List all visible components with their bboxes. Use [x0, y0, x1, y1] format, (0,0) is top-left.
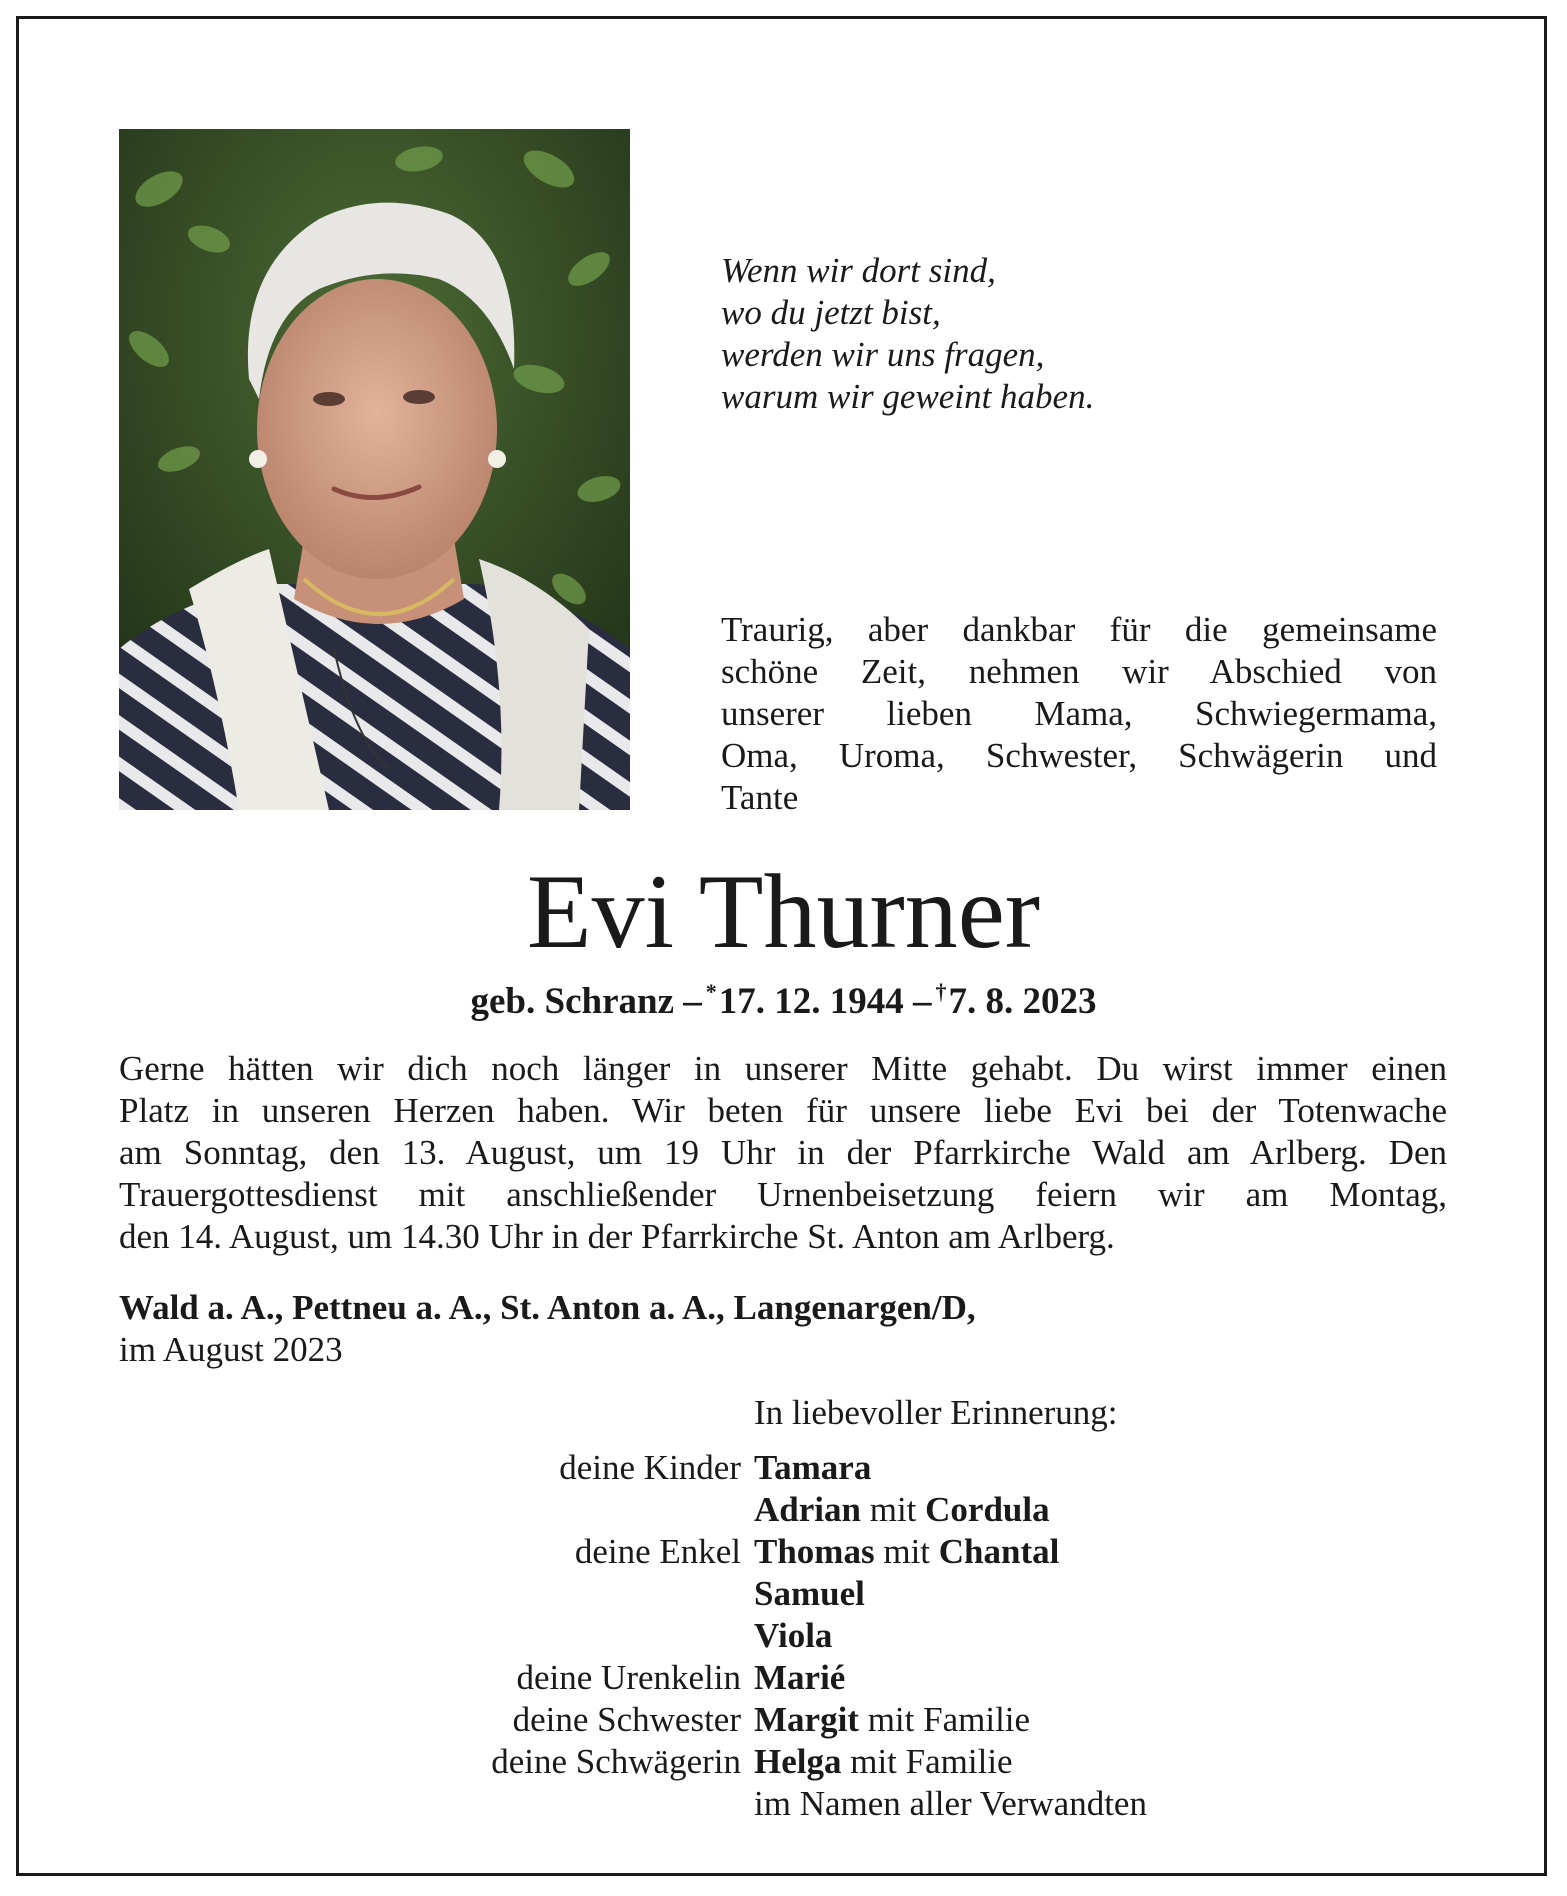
deceased-name: Evi Thurner: [526, 853, 1041, 970]
intro-line: Traurig, aber dankbar für die gemeinsame: [721, 610, 1437, 649]
poem-line: werden wir uns fragen,: [721, 335, 1045, 374]
body-line: am Sonntag, den 13. August, um 19 Uhr in der Pfarrkirche Wald am Arlberg. Den: [119, 1133, 1447, 1172]
life-dates: [0, 970, 1567, 1024]
farewell-intro: [721, 609, 1437, 819]
mourner-name: Helga: [754, 1742, 842, 1781]
mourner-name: Viola: [754, 1616, 833, 1655]
mourner-names: [754, 1573, 865, 1615]
mourner-relation: deine Enkel: [574, 1532, 741, 1571]
birth-date: 17. 12. 1944 –: [718, 981, 932, 1022]
mourner-relation: deine Schwägerin: [491, 1742, 741, 1781]
mourner-names: [754, 1741, 1013, 1783]
mourner-row: [0, 1741, 1567, 1783]
body-line: Gerne hätten wir dich noch länger in unserer Mitte gehabt. Du wirst immer einen: [119, 1049, 1447, 1088]
locations: Wald a. A., Pettneu a. A., St. Anton a. A., Langenargen/D,: [119, 1288, 976, 1327]
poem-line: Wenn wir dort sind,: [721, 251, 996, 290]
mourner-connector: mit Familie: [858, 1700, 1031, 1739]
body-line: Platz in unseren Herzen haben. Wir beten für unsere liebe Evi bei der Totenwache: [119, 1091, 1447, 1130]
mourner-connector: mit Familie: [841, 1742, 1013, 1781]
mourner-connector: mit: [874, 1532, 939, 1571]
mourner-relation: deine Kinder: [559, 1448, 741, 1487]
mourner-name: Samuel: [754, 1574, 865, 1613]
intro-line: unserer lieben Mama, Schwiegermama,: [721, 694, 1437, 733]
mourner-row: [0, 1573, 1567, 1615]
places-and-date: [119, 1287, 976, 1371]
service-details: [119, 1048, 1447, 1258]
death-date: 7. 8. 2023: [948, 981, 1097, 1022]
body-line: den 14. August, um 14.30 Uhr in der Pfarrkirche St. Anton am Arlberg.: [119, 1217, 1115, 1256]
mourner-names: [754, 1531, 1059, 1573]
mourner-row: [0, 1699, 1567, 1741]
remembrance-heading: In liebevoller Erinnerung:: [754, 1393, 1118, 1432]
mourner-names: [754, 1783, 1147, 1825]
poem-line: wo du jetzt bist,: [721, 293, 941, 332]
intro-line: schöne Zeit, nehmen wir Abschied von: [721, 652, 1437, 691]
mourner-relation: deine Urenkelin: [516, 1658, 741, 1697]
mourner-name: Margit: [754, 1700, 859, 1739]
mourner-names: [754, 1447, 871, 1489]
mourner-row: [0, 1489, 1567, 1531]
mourner-name: Tamara: [754, 1448, 872, 1487]
mourner-partner: Cordula: [925, 1490, 1050, 1529]
mourner-row: [0, 1783, 1567, 1825]
mourner-connector: im Namen aller Verwandten: [754, 1784, 1147, 1823]
mourner-names: [754, 1657, 845, 1699]
intro-line: Tante: [721, 778, 799, 817]
mourner-connector: mit: [860, 1490, 926, 1529]
mourner-partner: Chantal: [938, 1532, 1060, 1571]
birth-name: geb. Schranz –: [470, 981, 702, 1022]
mourner-relation: deine Schwester: [512, 1700, 741, 1739]
poem-quote: [721, 250, 1094, 418]
birth-symbol: *: [705, 979, 717, 1004]
mourner-row: [0, 1531, 1567, 1573]
issue-date: im August 2023: [119, 1330, 343, 1369]
portrait-photo: [119, 129, 630, 810]
body-line: Trauergottesdienst mit anschließender Urnenbeisetzung feiern wir am Montag,: [119, 1175, 1447, 1214]
mourner-name: Thomas: [754, 1532, 875, 1571]
mourner-names: [754, 1489, 1050, 1531]
mourner-row: [0, 1615, 1567, 1657]
mourner-name: Marié: [754, 1658, 846, 1697]
death-symbol: †: [935, 979, 947, 1004]
intro-line: Oma, Uroma, Schwester, Schwägerin und: [721, 736, 1437, 775]
mourner-names: [754, 1615, 832, 1657]
mourner-row: [0, 1657, 1567, 1699]
mourner-names: [754, 1699, 1030, 1741]
mourner-name: Adrian: [754, 1490, 861, 1529]
poem-line: warum wir geweint haben.: [721, 377, 1095, 416]
mourners-list: [0, 1447, 1567, 1825]
mourner-row: [0, 1447, 1567, 1489]
